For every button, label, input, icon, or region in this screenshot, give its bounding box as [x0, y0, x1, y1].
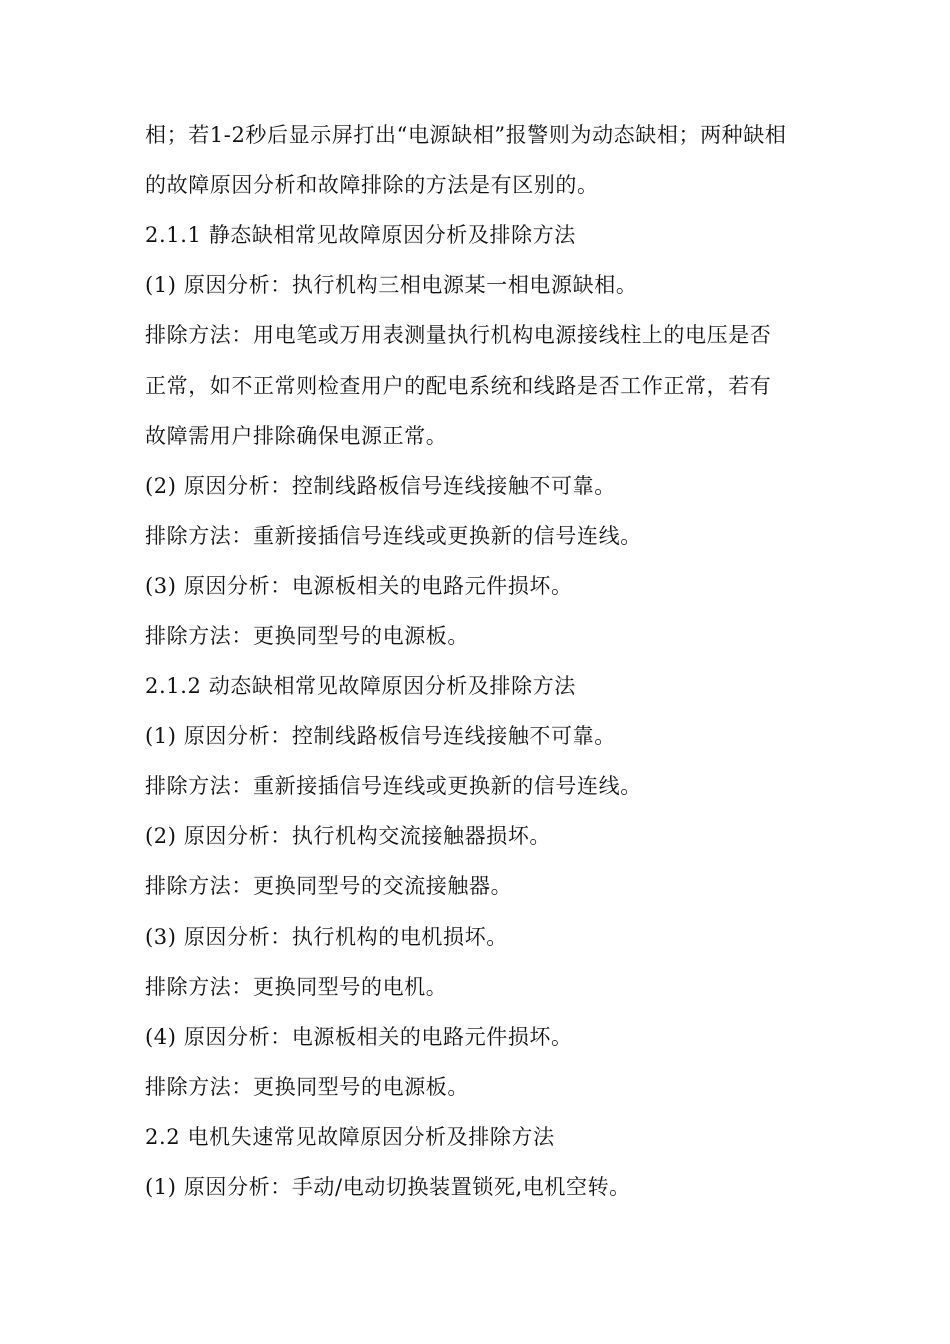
remedy-line: 故障需用户排除确保电源正常。	[145, 424, 448, 448]
cause-analysis-line: (1) 原因分析：手动/电动切换装置锁死,电机空转。	[145, 1175, 631, 1199]
remedy-line: 排除方法：更换同型号的交流接触器。	[145, 874, 513, 898]
cause-analysis-line: (2) 原因分析：控制线路板信号连线接触不可靠。	[145, 474, 616, 498]
remedy-line: 排除方法：用电笔或万用表测量执行机构电源接线柱上的电压是否	[145, 323, 772, 347]
remedy-line: 排除方法：更换同型号的电源板。	[145, 1075, 469, 1099]
remedy-line: 排除方法：重新接插信号连线或更换新的信号连线。	[145, 774, 642, 798]
cause-analysis-line: (3) 原因分析：执行机构的电机损坏。	[145, 925, 508, 949]
cause-analysis-line: (2) 原因分析：执行机构交流接触器损坏。	[145, 824, 552, 848]
cause-analysis-line: (1) 原因分析：执行机构三相电源某一相电源缺相。	[145, 273, 638, 297]
cause-analysis-line: (3) 原因分析：电源板相关的电路元件损坏。	[145, 574, 573, 598]
remedy-line: 排除方法：更换同型号的电源板。	[145, 624, 469, 648]
section-heading: 2.1.2 动态缺相常见故障原因分析及排除方法	[145, 674, 576, 698]
remedy-line: 排除方法：重新接插信号连线或更换新的信号连线。	[145, 524, 642, 548]
cause-analysis-line: (4) 原因分析：电源板相关的电路元件损坏。	[145, 1025, 573, 1049]
paragraph-line: 的故障原因分析和故障排除的方法是有区别的。	[145, 173, 599, 197]
cause-analysis-line: (1) 原因分析：控制线路板信号连线接触不可靠。	[145, 724, 616, 748]
remedy-line: 正常，如不正常则检查用户的配电系统和线路是否工作正常，若有	[145, 374, 772, 398]
section-heading: 2.1.1 静态缺相常见故障原因分析及排除方法	[145, 223, 576, 247]
remedy-line: 排除方法：更换同型号的电机。	[145, 975, 448, 999]
section-heading: 2.2 电机失速常见故障原因分析及排除方法	[145, 1125, 555, 1149]
paragraph-line: 相；若1-2秒后显示屏打出“电源缺相”报警则为动态缺相；两种缺相	[145, 123, 787, 147]
